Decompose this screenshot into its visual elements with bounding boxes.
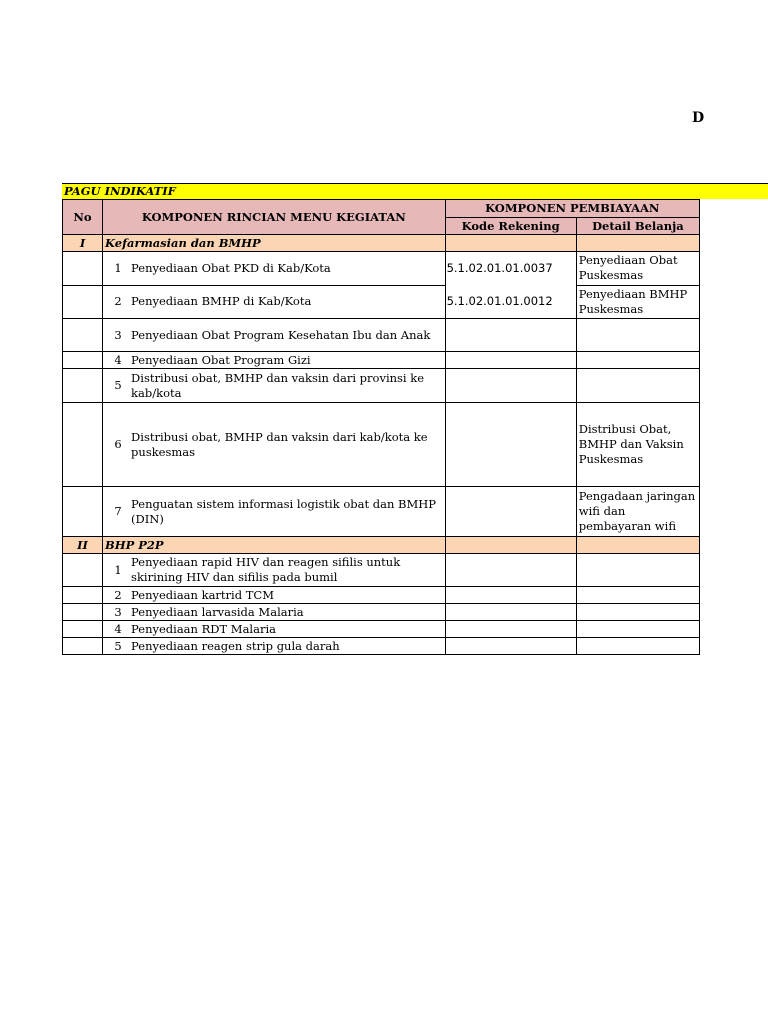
item-text: Penyediaan BMHP di Kab/Kota	[131, 294, 312, 309]
corner-header-char: D	[692, 110, 705, 126]
table-row	[63, 319, 700, 352]
item-text: Distribusi obat, BMHP dan vaksin dari kab/kota ke puskesmas	[131, 429, 428, 459]
table-row	[63, 604, 700, 621]
item-text: Penyediaan Obat Program Kesehatan Ibu dan Anak	[131, 327, 431, 342]
item-number: 1	[114, 260, 122, 275]
header-komponen-rincian: KOMPONEN RINCIAN MENU KEGIATAN	[103, 200, 446, 235]
section-number: II	[63, 537, 103, 554]
item-text: Penyediaan larvasida Malaria	[131, 604, 304, 619]
table-row	[63, 554, 700, 587]
header-no: No	[63, 200, 103, 235]
item-number: 4	[114, 621, 122, 636]
item-text: Penyediaan Obat PKD di Kab/Kota	[131, 260, 331, 275]
table-row	[63, 621, 700, 638]
item-text: Penguatan sistem informasi logistik obat dan BMHP (DIN)	[131, 496, 437, 526]
item-number: 2	[114, 587, 122, 602]
table-row	[63, 403, 700, 487]
item-number: 4	[114, 352, 122, 367]
budget-table	[62, 199, 700, 655]
item-number: 6	[114, 437, 122, 451]
item-number: 2	[114, 294, 122, 309]
detail-belanja: Penyediaan BMHP Puskesmas	[576, 285, 699, 319]
item-text: Penyediaan reagen strip gula darah	[131, 638, 340, 653]
kode-rekening-1: 5.1.02.01.01.0037	[446, 261, 553, 275]
item-number: 3	[114, 604, 122, 619]
section-row	[63, 537, 700, 554]
header-detail-belanja: Detail Belanja	[576, 218, 699, 235]
table-row	[63, 587, 700, 604]
header-kode-rekening: Kode Rekening	[445, 218, 576, 235]
item-number: 5	[114, 638, 122, 653]
detail-belanja: Distribusi Obat, BMHP dan Vaksin Puskesmas	[576, 403, 699, 487]
item-number: 5	[114, 378, 122, 392]
table-row	[63, 487, 700, 537]
section-title: BHP P2P	[103, 537, 446, 554]
pagu-indikatif-label: PAGU INDIKATIF	[64, 184, 176, 198]
section-row	[63, 235, 700, 252]
table-row	[63, 285, 700, 319]
table-row	[63, 369, 700, 403]
item-number: 3	[114, 327, 122, 342]
table-row	[63, 252, 700, 286]
pagu-indikatif-bar	[62, 183, 768, 199]
item-text: Distribusi obat, BMHP dan vaksin dari provinsi ke kab/kota	[131, 370, 425, 400]
table-row	[63, 638, 700, 655]
item-text: Penyediaan rapid HIV dan reagen sifilis untuk skirining HIV dan sifilis pada bumil	[131, 555, 401, 584]
kode-rekening-2: 5.1.02.01.01.0012	[446, 294, 553, 308]
item-number: 7	[114, 504, 122, 518]
detail-belanja: Pengadaan jaringan wifi dan pembayaran wifi	[576, 487, 699, 537]
detail-belanja: Penyediaan Obat Puskesmas	[576, 252, 699, 286]
section-number: I	[63, 235, 103, 252]
header-komponen-pembiayaan: KOMPONEN PEMBIAYAAN	[445, 200, 699, 218]
section-title: Kefarmasian dan BMHP	[103, 235, 446, 252]
item-text: Penyediaan kartrid TCM	[131, 587, 274, 602]
item-text: Penyediaan Obat Program Gizi	[131, 352, 311, 367]
item-number: 1	[114, 562, 122, 577]
item-text: Penyediaan RDT Malaria	[131, 621, 276, 636]
table-row	[63, 352, 700, 369]
